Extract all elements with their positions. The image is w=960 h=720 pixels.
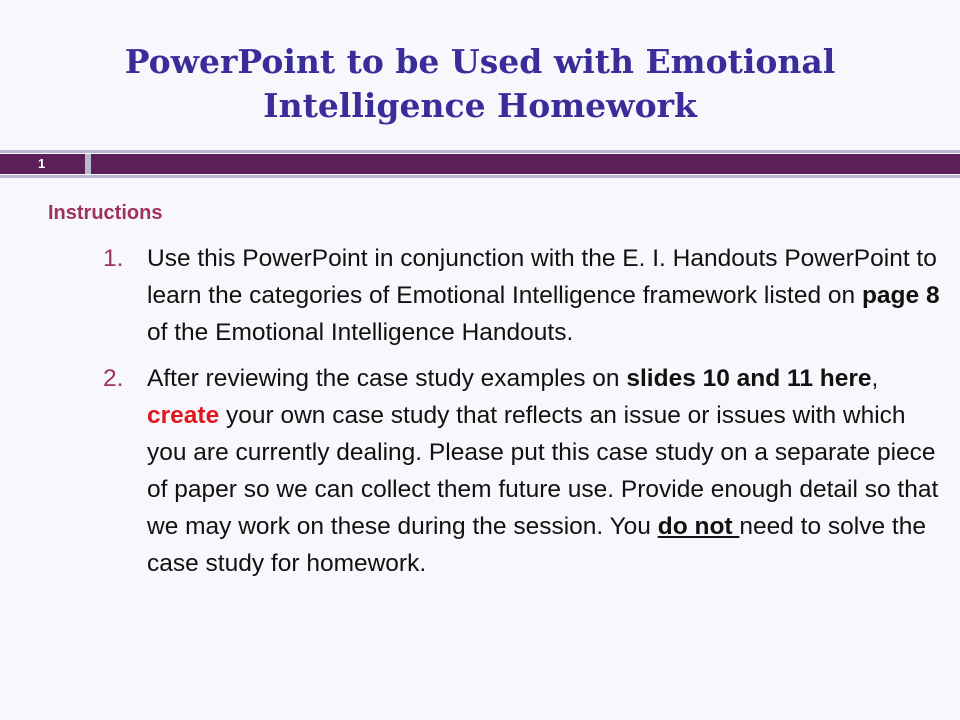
item-highlight-text: create: [147, 402, 220, 429]
band-bar: [91, 154, 960, 174]
item-text: need to solve the case study for homework.: [147, 513, 926, 577]
divider-band: [0, 150, 960, 178]
item-text: Use this PowerPoint in conjunction with the E. I. Handouts PowerPoint to learn the categories of Emotional Intelligence framework listed on: [147, 245, 937, 309]
item-text: ,: [871, 365, 879, 392]
instructions-heading: Instructions: [48, 202, 163, 224]
item-bold-text: page 8: [861, 282, 940, 309]
slide-number: 1: [38, 156, 46, 171]
item-text: After reviewing the case study examples on: [147, 365, 627, 392]
band-top-line: [0, 150, 960, 153]
item-underlined-text: do not: [657, 513, 740, 540]
item-number: 1.: [103, 245, 124, 272]
item-text: your own case study that reflects an issue or issues with which you are currently dealing. Please put this case study on a separate piece of paper so we can collect them future use. Provide enough detail so that we may work on these during the session. You: [147, 402, 939, 540]
instruction-list: [103, 240, 943, 591]
instruction-item-1: [103, 240, 943, 351]
item-text: of the Emotional Intelligence Handouts.: [147, 319, 574, 346]
item-number: 2.: [103, 365, 124, 392]
item-bold-text: slides 10 and 11 here: [626, 365, 872, 392]
slide-title: [60, 40, 900, 128]
slide-title-line-2: Intelligence Homework: [263, 86, 697, 125]
instruction-item-2: [103, 360, 943, 582]
slide-title-line-1: PowerPoint to be Used with Emotional: [124, 42, 836, 81]
band-bottom-line: [0, 175, 960, 178]
